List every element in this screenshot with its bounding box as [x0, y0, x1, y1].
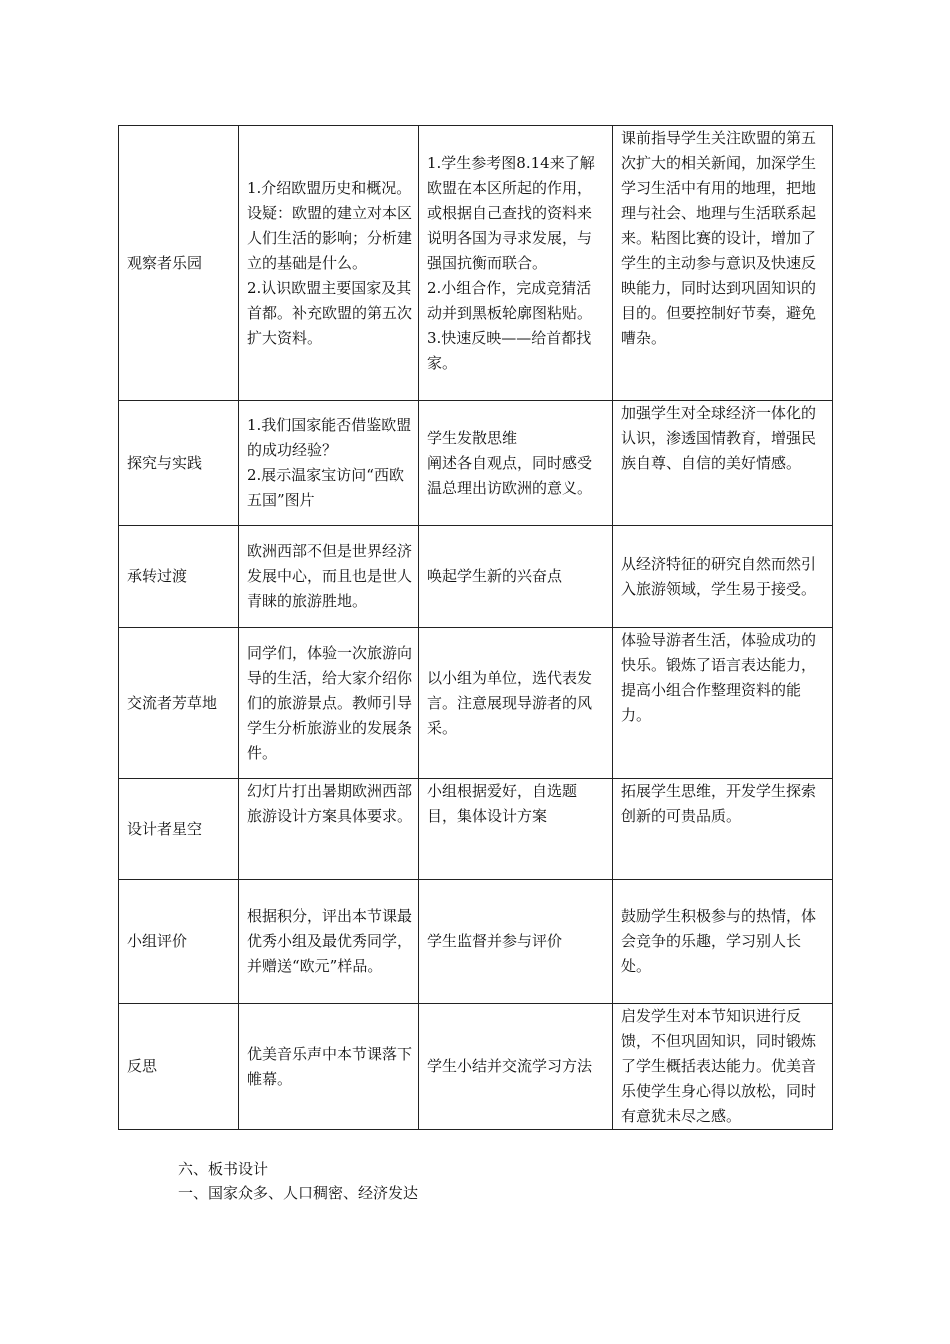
stage-cell [119, 526, 239, 628]
cell-text: 以小组为单位，选代表发言。注意展现导游者的风采。 [427, 668, 593, 737]
teacher-activity-cell [239, 126, 419, 401]
teacher-activity-cell [239, 1004, 419, 1130]
cell-text: 1.介绍欧盟历史和概况。设疑：欧盟的建立对本区人们生活的影响；分析建立的基础是什么。 [247, 178, 413, 272]
student-activity-cell [419, 126, 613, 401]
table-row [119, 401, 833, 526]
stage-label: 交流者芳草地 [127, 693, 218, 712]
cell-text: 从经济特征的研究自然而然引入旅游领域，学生易于接受。 [621, 554, 817, 598]
teacher-activity-cell [239, 628, 419, 779]
stage-cell [119, 401, 239, 526]
cell-text: 幻灯片打出暑期欧洲西部旅游设计方案具体要求。 [247, 782, 413, 825]
stage-label: 承转过渡 [127, 567, 188, 585]
board-point-1: 一、国家众多、人口稠密、经济发达 [178, 1184, 419, 1202]
cell-text: 欧洲西部不但是世界经济发展中心，而且也是世人青睐的旅游胜地。 [247, 542, 413, 610]
cell-text: 学生监督并参与评价 [427, 932, 563, 950]
design-intent-cell [613, 401, 833, 526]
design-intent-cell [613, 628, 833, 779]
cell-text: 3.快速反映——给首都找家。 [427, 328, 592, 372]
cell-text: 2.认识欧盟主要国家及其首都。补充欧盟的第五次扩大资料。 [247, 278, 413, 347]
stage-cell [119, 1004, 239, 1130]
cell-text: 鼓励学生积极参与的热情，体会竞争的乐趣，学习别人长处。 [621, 907, 817, 975]
student-activity-cell [419, 1004, 613, 1130]
cell-text: 2.小组合作，完成竞猜活动并到黑板轮廓图粘贴。 [427, 278, 593, 322]
cell-text: 同学们，体验一次旅游向导的生活，给大家介绍你们的旅游景点。教师引导学生分析旅游业的发展条件。 [247, 643, 413, 762]
cell-text: 小组根据爱好，自选题目，集体设计方案 [427, 782, 578, 825]
stage-cell [119, 628, 239, 779]
cell-text: 体验导游者生活，体验成功的快乐。锻炼了语言表达能力，提高小组合作整理资料的能力。 [621, 631, 817, 724]
student-activity-cell [419, 526, 613, 628]
table-row [119, 1004, 833, 1130]
table-row [119, 628, 833, 779]
table-row [119, 880, 833, 1004]
cell-text: 学生发散思维 [427, 428, 518, 447]
table-row [119, 526, 833, 628]
teacher-activity-cell [239, 779, 419, 880]
cell-text: 启发学生对本节知识进行反馈，不但巩固知识，同时锻炼了学生概括表达能力。优美音乐使学生身心得以放松，同时有意犹未尽之感。 [621, 1007, 817, 1125]
design-intent-cell [613, 126, 833, 401]
stage-label: 观察者乐园 [127, 253, 203, 272]
cell-text: 唤起学生新的兴奋点 [427, 567, 563, 585]
stage-cell [119, 126, 239, 401]
design-intent-cell [613, 526, 833, 628]
stage-label: 探究与实践 [127, 453, 203, 472]
cell-text: 优美音乐声中本节课落下帷幕。 [247, 1044, 413, 1088]
student-activity-cell [419, 628, 613, 779]
student-activity-cell [419, 401, 613, 526]
design-intent-cell [613, 779, 833, 880]
lesson-plan-table [118, 125, 833, 1130]
student-activity-cell [419, 779, 613, 880]
teacher-activity-cell [239, 526, 419, 628]
teacher-activity-cell [239, 880, 419, 1004]
stage-label: 小组评价 [127, 932, 188, 950]
design-intent-cell [613, 1004, 833, 1130]
cell-text: 阐述各自观点，同时感受温总理出访欧洲的意义。 [427, 453, 593, 497]
cell-text: 拓展学生思维，开发学生探索创新的可贵品质。 [621, 782, 817, 825]
student-activity-cell [419, 880, 613, 1004]
table-row [119, 126, 833, 401]
stage-label: 反思 [127, 1057, 158, 1075]
teacher-activity-cell [239, 401, 419, 526]
cell-text: 加强学生对全球经济一体化的认识，渗透国情教育，增强民族自尊、自信的美好情感。 [621, 404, 817, 472]
section-title: 六、板书设计 [178, 1160, 269, 1178]
design-intent-cell [613, 880, 833, 1004]
cell-text: 1.我们国家能否借鉴欧盟的成功经验？ [247, 416, 412, 459]
cell-text: 2.展示温家宝访问“西欧五国”图片 [247, 466, 404, 509]
cell-text: 1.学生参考图8.14来了解欧盟在本区所起的作用，或根据自己查找的资料来说明各国为寻求发展，与强国抗衡而联合。 [427, 153, 595, 272]
stage-cell [119, 880, 239, 1004]
cell-text: 课前指导学生关注欧盟的第五次扩大的相关新闻，加深学生学习生活中有用的地理，把地理与社会、地理与生活联系起来。粘图比赛的设计，增加了学生的主动参与意识及快速反映能力，同时达到巩固知识的目的。但要控制好节奏，避免嘈杂。 [621, 129, 817, 347]
cell-text: 根据积分，评出本节课最优秀小组及最优秀同学，并赠送“欧元”样品。 [247, 907, 413, 975]
stage-label: 设计者星空 [127, 819, 203, 838]
stage-cell [119, 779, 239, 880]
table-row [119, 779, 833, 880]
cell-text: 学生小结并交流学习方法 [427, 1057, 593, 1075]
